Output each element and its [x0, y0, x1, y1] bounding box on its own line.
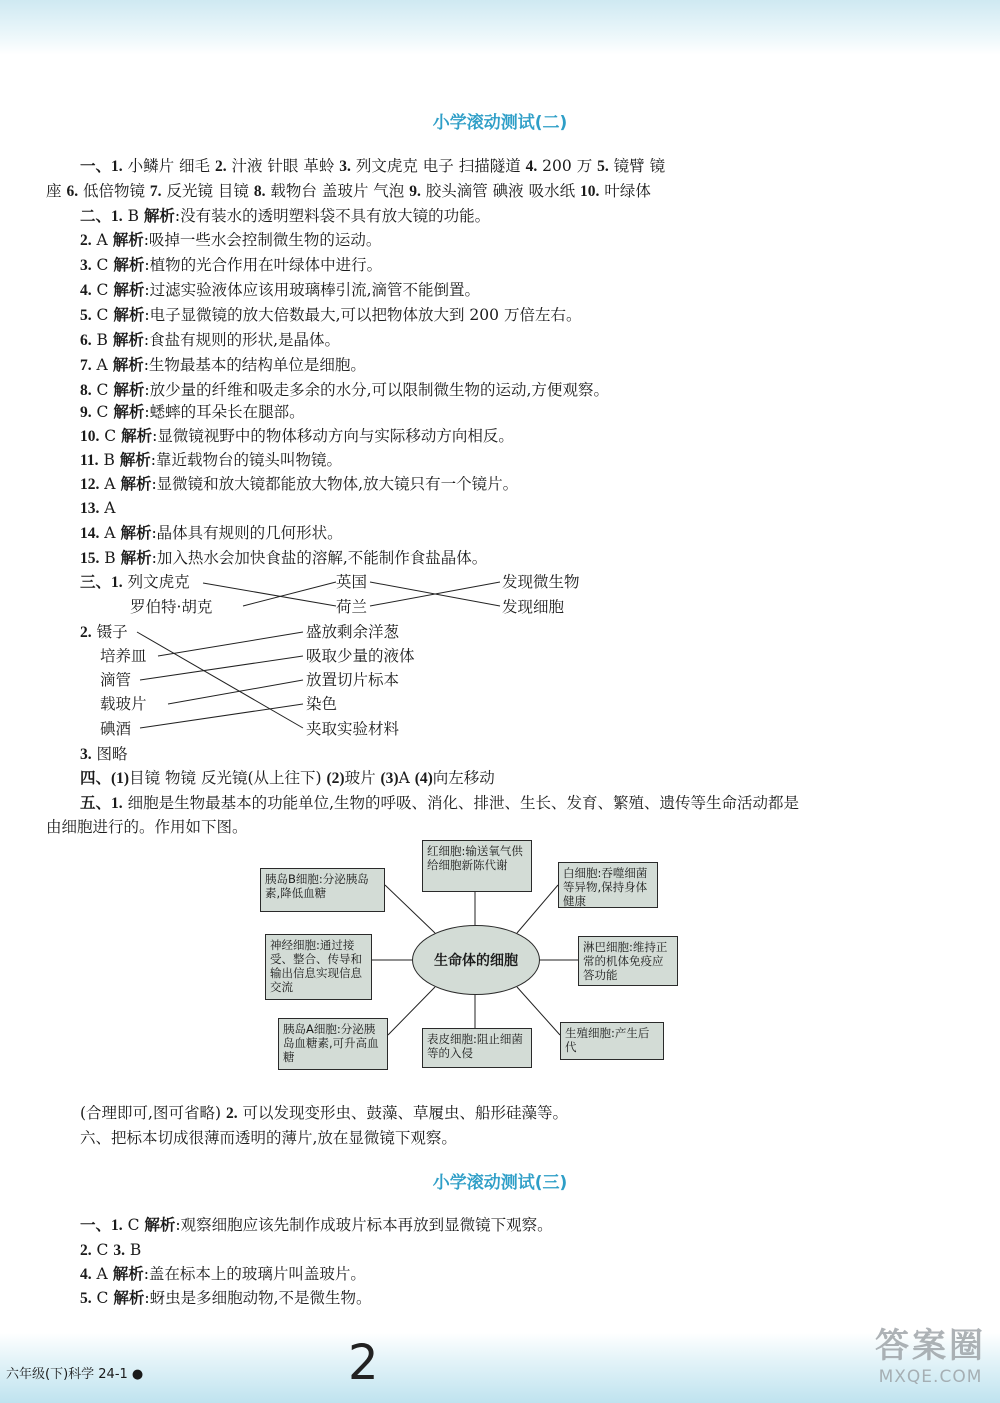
- answer-text: 玻片: [344, 769, 381, 787]
- q3-line: [80, 744, 128, 765]
- answer-text: 叶绿体: [599, 182, 651, 200]
- answer-text: B: [91, 331, 113, 349]
- question-number: 11.: [80, 452, 99, 469]
- answer-text: 座: [46, 182, 67, 200]
- answer-text: :放少量的纤维和吸走多余的水分,可以限制微生物的运动,方便观察。: [144, 381, 609, 399]
- m2-right-1: 盛放剩余洋葱: [306, 623, 400, 641]
- answer-text: :电子显微镜的放大倍数最大,可以把物体放大到 200 万倍左右。: [144, 306, 582, 324]
- answer-text: C: [91, 1241, 114, 1259]
- m2-left-2: 培养皿: [100, 647, 147, 665]
- answer-text: 反光镜 目镜: [161, 182, 254, 200]
- answer-line: [80, 1264, 366, 1285]
- q5-line-2: 由细胞进行的。作用如下图。: [46, 818, 248, 836]
- analysis-label: 解析: [113, 281, 145, 299]
- question-number: 4.: [80, 282, 92, 299]
- analysis-label: 解析: [112, 1265, 144, 1283]
- analysis-label: 解析: [144, 1216, 176, 1234]
- q4-line: [80, 768, 495, 789]
- answer-text: 目镜 物镜 反光镜(从上往下): [129, 769, 327, 787]
- answer-text: 胶头滴管 碘液 吸水纸: [420, 182, 581, 200]
- answer-text: A: [99, 475, 121, 493]
- answer-text: :盖在标本上的玻璃片叫盖玻片。: [143, 1265, 366, 1283]
- question-number: 2.: [225, 1105, 238, 1122]
- box-epidermal-cell: 表皮细胞:阻止细菌等的入侵: [422, 1028, 532, 1068]
- question-number: 12.: [80, 476, 100, 493]
- answer-text: :生物最基本的结构单位是细胞。: [143, 356, 366, 374]
- m2-left-5: 碘酒: [100, 720, 132, 738]
- analysis-label: 解析: [121, 427, 153, 445]
- question-number: 10.: [80, 428, 100, 445]
- box-islet-b-cell: 胰岛B细胞:分泌胰岛素,降低血糖: [260, 868, 385, 912]
- answer-text: C: [122, 1216, 145, 1234]
- question-number: 3.: [339, 158, 351, 175]
- answer-text: 四、: [80, 769, 112, 787]
- answer-line: [80, 1288, 372, 1309]
- question-number: 2.: [80, 232, 92, 249]
- analysis-label: 解析: [113, 403, 145, 421]
- answer-text: :加入热水会加快食盐的溶解,不能制作食盐晶体。: [151, 549, 488, 567]
- question-number: 6.: [80, 332, 92, 349]
- answer-text: 一、: [80, 157, 112, 175]
- question-number: 10.: [580, 183, 600, 200]
- section-title-3: 小学滚动测试(三): [432, 1173, 568, 1193]
- question-number: 5.: [80, 307, 92, 324]
- box-islet-a-cell: 胰岛A细胞:分泌胰岛血糖素,可升高血糖: [278, 1018, 388, 1070]
- question-number: (2): [326, 770, 345, 787]
- answer-text: C: [91, 281, 114, 299]
- answer-text: C: [91, 1289, 114, 1307]
- analysis-label: 解析: [113, 381, 145, 399]
- answer-text: 小鳞片 细毛: [122, 157, 215, 175]
- analysis-label: 解析: [113, 306, 145, 324]
- question-number: 3.: [80, 746, 92, 763]
- question-number: 1.: [111, 1217, 123, 1234]
- answer-text: :晶体具有规则的几何形状。: [151, 524, 343, 542]
- box-lymph-cell: 淋巴细胞:维持正常的机体免疫应答功能: [578, 936, 678, 986]
- m2-left-3: 滴管: [100, 671, 132, 689]
- box-white-blood-cell: 白细胞:吞噬细菌等异物,保持身体健康: [558, 862, 658, 908]
- question-number: 7.: [80, 357, 92, 374]
- question-number: 3.: [113, 1242, 125, 1259]
- question-number: 5.: [597, 158, 609, 175]
- answer-text: :过滤实验液体应该用玻璃棒引流,滴管不能倒置。: [144, 281, 481, 299]
- analysis-label: 解析: [112, 331, 144, 349]
- m1-mid-1: 英国: [336, 573, 368, 591]
- m2-left-4: 载玻片: [100, 695, 147, 713]
- question-number: 14.: [80, 525, 100, 542]
- box-germ-cell: 生殖细胞:产生后代: [560, 1022, 664, 1060]
- answer-text: C: [91, 403, 114, 421]
- answer-text: 图略: [91, 745, 128, 763]
- answer-text: C: [91, 306, 114, 324]
- analysis-label: 解析: [113, 256, 145, 274]
- answer-text: B: [122, 207, 144, 225]
- question-number: 1.: [111, 795, 123, 812]
- question-number: 2.: [214, 158, 227, 175]
- q-num: 2.: [80, 624, 92, 641]
- answer-text: C: [91, 256, 114, 274]
- answer-text: A: [99, 499, 116, 517]
- watermark-line-2: MXQE.COM: [878, 1367, 983, 1387]
- question-number: 4.: [80, 1266, 92, 1283]
- question-number: 7.: [149, 183, 162, 200]
- m1-mid-2: 荷兰: [336, 598, 368, 616]
- question-number: 9.: [80, 404, 92, 421]
- answer-line: [80, 1215, 553, 1236]
- watermark-line-1: 答案圈: [875, 1326, 986, 1366]
- answer-text: 一、: [80, 1216, 112, 1234]
- m1-right-2: 发现细胞: [502, 598, 565, 616]
- answer-text: A: [91, 231, 113, 249]
- answer-text: 汁液 针眼 革蛉: [226, 157, 340, 175]
- bottom-band: [0, 1333, 1000, 1403]
- answer-text: :蟋蟀的耳朵长在腿部。: [144, 403, 305, 421]
- question-number: (4): [414, 770, 433, 787]
- footer-label: 六年级(下)科学 24-1 ●: [6, 1367, 144, 1382]
- answer-text: (合理即可,图可省略): [80, 1104, 226, 1122]
- answer-text: 低倍物镜: [78, 182, 150, 200]
- q5-line-1: [80, 793, 799, 814]
- m2-right-3: 放置切片标本: [306, 671, 400, 689]
- answer-text: :食盐有规则的形状,是晶体。: [143, 331, 341, 349]
- answer-text: 可以发现变形虫、鼓藻、草履虫、船形硅藻等。: [237, 1104, 569, 1122]
- answer-text: :靠近载物台的镜头叫物镜。: [150, 451, 343, 469]
- analysis-label: 解析: [120, 524, 152, 542]
- m2-right-2: 吸取少量的液体: [306, 647, 415, 665]
- answer-text: :显微镜和放大镜都能放大物体,放大镜只有一个镜片。: [151, 475, 519, 493]
- answer-text: A: [91, 356, 113, 374]
- answer-text: 载物台 盖玻片 气泡: [265, 182, 410, 200]
- analysis-label: 解析: [120, 475, 152, 493]
- question-number: 8.: [80, 382, 92, 399]
- answer-text: B: [99, 549, 121, 567]
- question-number: 3.: [80, 257, 92, 274]
- question-number: 15.: [80, 550, 100, 567]
- watermark: [875, 1318, 986, 1387]
- box-nerve-cell: 神经细胞:通过接受、整合、传导和输出信息实现信息交流: [265, 934, 372, 1000]
- analysis-label: 解析: [113, 1289, 145, 1307]
- m1-left-1: 列文虎克: [127, 573, 190, 591]
- section-title-2: 小学滚动测试(二): [432, 113, 568, 133]
- box-red-blood-cell: 红细胞:输送氧气供给细胞新陈代谢: [422, 840, 532, 892]
- handwritten-page-number: 2: [348, 1335, 379, 1391]
- answer-text: :吸掉一些水会控制微生物的运动。: [143, 231, 382, 249]
- answer-text: 200 万: [537, 157, 598, 175]
- answer-text: 镜臂 镜: [608, 157, 666, 175]
- answer-text: A: [398, 769, 415, 787]
- question-number: 5.: [80, 1290, 92, 1307]
- answer-line: [80, 1240, 141, 1261]
- answer-text: :植物的光合作用在叶绿体中进行。: [144, 256, 383, 274]
- answer-text: B: [124, 1241, 142, 1259]
- question-number: 8.: [253, 183, 266, 200]
- q6-line: 六、把标本切成很薄而透明的薄片,放在显微镜下观察。: [80, 1129, 457, 1147]
- m1-left-2: 罗伯特·胡克: [130, 598, 213, 616]
- question-number: (1): [111, 770, 130, 787]
- q5-line-3: [80, 1103, 568, 1124]
- answer-text: :显微镜视野中的物体移动方向与实际移动方向相反。: [152, 427, 514, 445]
- answer-text: B: [98, 451, 120, 469]
- answer-text: 列文虎克 电子 扫描隧道: [350, 157, 526, 175]
- question-number: 9.: [409, 183, 421, 200]
- analysis-label: 解析: [112, 356, 144, 374]
- q-prefix: 三、: [80, 573, 112, 591]
- question-number: 6.: [66, 183, 79, 200]
- center-ellipse: 生命体的细胞: [412, 925, 540, 995]
- answer-text: :观察细胞应该先制作成玻片标本再放到显微镜下观察。: [175, 1216, 553, 1234]
- answer-text: 二、: [80, 207, 112, 225]
- answer-text: A: [99, 524, 121, 542]
- analysis-label: 解析: [120, 549, 152, 567]
- m1-right-1: 发现微生物: [502, 573, 580, 591]
- m2-right-4: 染色: [306, 695, 338, 713]
- question-number: 13.: [80, 500, 100, 517]
- question-number: (3): [380, 770, 399, 787]
- analysis-label: 解析: [143, 207, 175, 225]
- answer-text: C: [91, 381, 114, 399]
- q-num: 1.: [111, 574, 123, 591]
- answer-text: 细胞是生物最基本的功能单位,生物的呼吸、消化、排泄、生长、发育、繁殖、遗传等生命活动都是: [122, 794, 799, 812]
- m2-left-1: 镊子: [96, 623, 128, 641]
- question-number: 2.: [80, 1242, 92, 1259]
- question-number: 1.: [111, 208, 123, 225]
- answer-text: :没有装水的透明塑料袋不具有放大镜的功能。: [174, 207, 491, 225]
- answer-text: C: [99, 427, 122, 445]
- question-number: 4.: [525, 158, 538, 175]
- question-number: 1.: [111, 158, 123, 175]
- analysis-label: 解析: [112, 231, 144, 249]
- answer-text: 向左移动: [432, 769, 495, 787]
- analysis-label: 解析: [119, 451, 151, 469]
- answer-text: :蚜虫是多细胞动物,不是微生物。: [144, 1289, 372, 1307]
- answer-text: A: [91, 1265, 113, 1283]
- answer-text: 五、: [80, 794, 112, 812]
- m2-right-5: 夹取实验材料: [306, 720, 400, 738]
